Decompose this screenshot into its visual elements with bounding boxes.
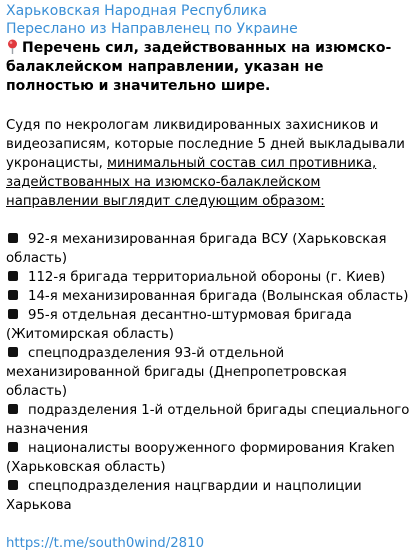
body-intro: Судя по некрологам ликвидированных захисников и видеозаписям, которые последние 5 дней выкладывали укронацисты, xyxy=(6,118,405,171)
forwarded-from[interactable]: Переслано из Направленец по Украине xyxy=(6,21,298,37)
black-medium-small-square-icon xyxy=(8,271,18,281)
list-item-text: 14-я механизированная бригада (Волынская область) xyxy=(28,289,409,304)
source-link[interactable]: https://t.me/south0wind/2810 xyxy=(6,536,205,551)
black-medium-small-square-icon xyxy=(8,442,18,452)
black-medium-small-square-icon xyxy=(8,480,18,490)
black-medium-small-square-icon xyxy=(8,233,18,243)
list-item xyxy=(6,268,410,287)
headline-text: Перечень сил, задействованных на изюмско-балаклейском направлении, указан не полностью и значительно шире. xyxy=(6,40,392,94)
list-item-text: националисты вооруженного формирования Kraken (Харьковская область) xyxy=(6,441,395,475)
channel-name[interactable]: Харьковская Народная Республика xyxy=(6,3,267,19)
list-item xyxy=(6,477,410,515)
post-headline xyxy=(6,39,410,96)
list-item xyxy=(6,344,410,401)
list-item-text: 92-я механизированная бригада ВСУ (Харьковская область) xyxy=(6,232,387,266)
list-item-text: спецподразделения нацгвардии и нацполиции Харькова xyxy=(6,479,362,513)
list-item-text: подразделения 1-й отдельной бригады специального назначения xyxy=(6,403,410,437)
list-item-text: 112-я бригада территориальной обороны (г. Киев) xyxy=(28,270,386,285)
round-pushpin-icon xyxy=(6,39,19,54)
body-underlined: минимальный состав сил противника, задействованных на изюмско-балаклейском направлении выглядит следующим образом: xyxy=(6,156,377,209)
list-item xyxy=(6,230,410,268)
list-item xyxy=(6,287,410,306)
list-item xyxy=(6,306,410,344)
list-item xyxy=(6,401,410,439)
black-medium-small-square-icon xyxy=(8,290,18,300)
black-medium-small-square-icon xyxy=(8,347,18,357)
black-medium-small-square-icon xyxy=(8,309,18,319)
forces-list xyxy=(6,230,413,515)
post-body xyxy=(6,116,410,211)
list-item-text: спецподразделения 93-й отдельной механизированной бригады (Днепропетровская область) xyxy=(6,346,347,399)
list-item xyxy=(6,439,410,477)
black-medium-small-square-icon xyxy=(8,404,18,414)
list-item-text: 95-я отдельная десантно-штурмовая бригада (Житомирская область) xyxy=(6,308,352,342)
